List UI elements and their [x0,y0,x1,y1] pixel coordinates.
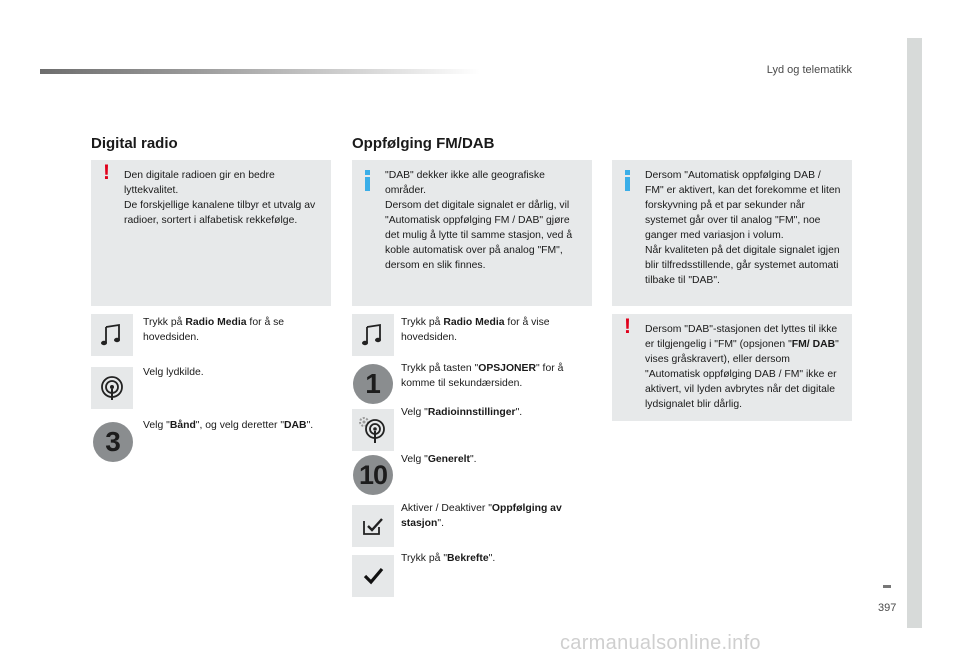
music-note-icon [91,314,133,356]
step-badge-10: 10 [353,455,393,495]
left-step-2: Velg lydkilde. [143,367,204,378]
radio-icon [91,367,133,409]
middle-step-3: Velg "Radioinnstillinger". [401,407,523,418]
page-side-strip [907,38,922,628]
page-number-marker [883,585,891,588]
note-line: Når kvaliteten på det digitale signalet igjen blir tilfredsstillende, går systemet automati tilbake til "DAB". [645,245,840,286]
checkbox-icon [352,505,394,547]
info-icon [625,170,630,191]
note-line: "DAB" dekker ikke alle geografiske områder. [385,170,545,196]
fm-dab-title: Oppfølging FM/DAB [352,135,495,152]
middle-step-4: Velg "Generelt". [401,454,477,465]
exclamation-icon: ! [624,315,631,338]
digital-radio-title: Digital radio [91,135,178,152]
watermark: carmanualsonline.info [560,632,761,654]
left-step-3: Velg "Bånd", og velg deretter "DAB". [143,420,314,431]
step-badge-1: 1 [353,364,393,404]
section-title: Lyd og telematikk [766,64,852,76]
info-icon [365,170,370,191]
music-note-icon [352,314,394,356]
middle-step-1: Trykk på Radio Media for å vise hovedsiden. [401,317,550,343]
step-badge-3: 3 [93,422,133,462]
middle-step-6: Trykk på "Bekrefte". [401,553,496,564]
dab-fm-shift-note [612,160,852,306]
header-gradient-bar [40,69,480,74]
note-line: Dersom "Automatisk oppfølging DAB / FM" er aktivert, kan det forekomme et liten forskyvning på et par sekunder når systemet går over til analog "FM", noe ganger med variasjon i volum. [645,170,841,241]
checkmark-icon [352,555,394,597]
middle-step-5: Aktiver / Deaktiver "Oppfølging av stasjon". [401,503,562,529]
left-step-1: Trykk på Radio Media for å se hovedsiden. [143,317,285,343]
note-line: Den digitale radioen gir en bedre lyttekvalitet. [124,170,275,196]
digital-radio-note [91,160,331,306]
dab-unavailable-note [612,314,852,421]
page-number: 397 [878,602,897,614]
exclamation-icon: ! [103,161,110,184]
note-line: Dersom det digitale signalet er dårlig, vil "Automatisk oppfølging FM / DAB" gjøre det mulig å lytte til samme stasjon, ved å koble automatisk over på analog "FM", dersom en slik finnes. [385,200,573,271]
fm-dab-note [352,160,592,306]
middle-step-2: Trykk på tasten "OPSJONER" for å komme til sekundærsiden. [401,363,564,389]
note-line: De forskjellige kanalene tilbyr et utvalg av radioer, sortert i alfabetisk rekkefølge. [124,200,316,226]
note-line: Dersom "DAB"-stasjonen det lyttes til ikke er tilgjengelig i "FM" (opsjonen "FM/ DAB" vises gråskravert), eller dersom "Automatisk oppfølging DAB / FM" ikke er aktivert, vil lyden avbrytes når det digitale lydsignalet blir dårlig. [645,324,839,410]
radio-settings-icon [352,409,394,451]
